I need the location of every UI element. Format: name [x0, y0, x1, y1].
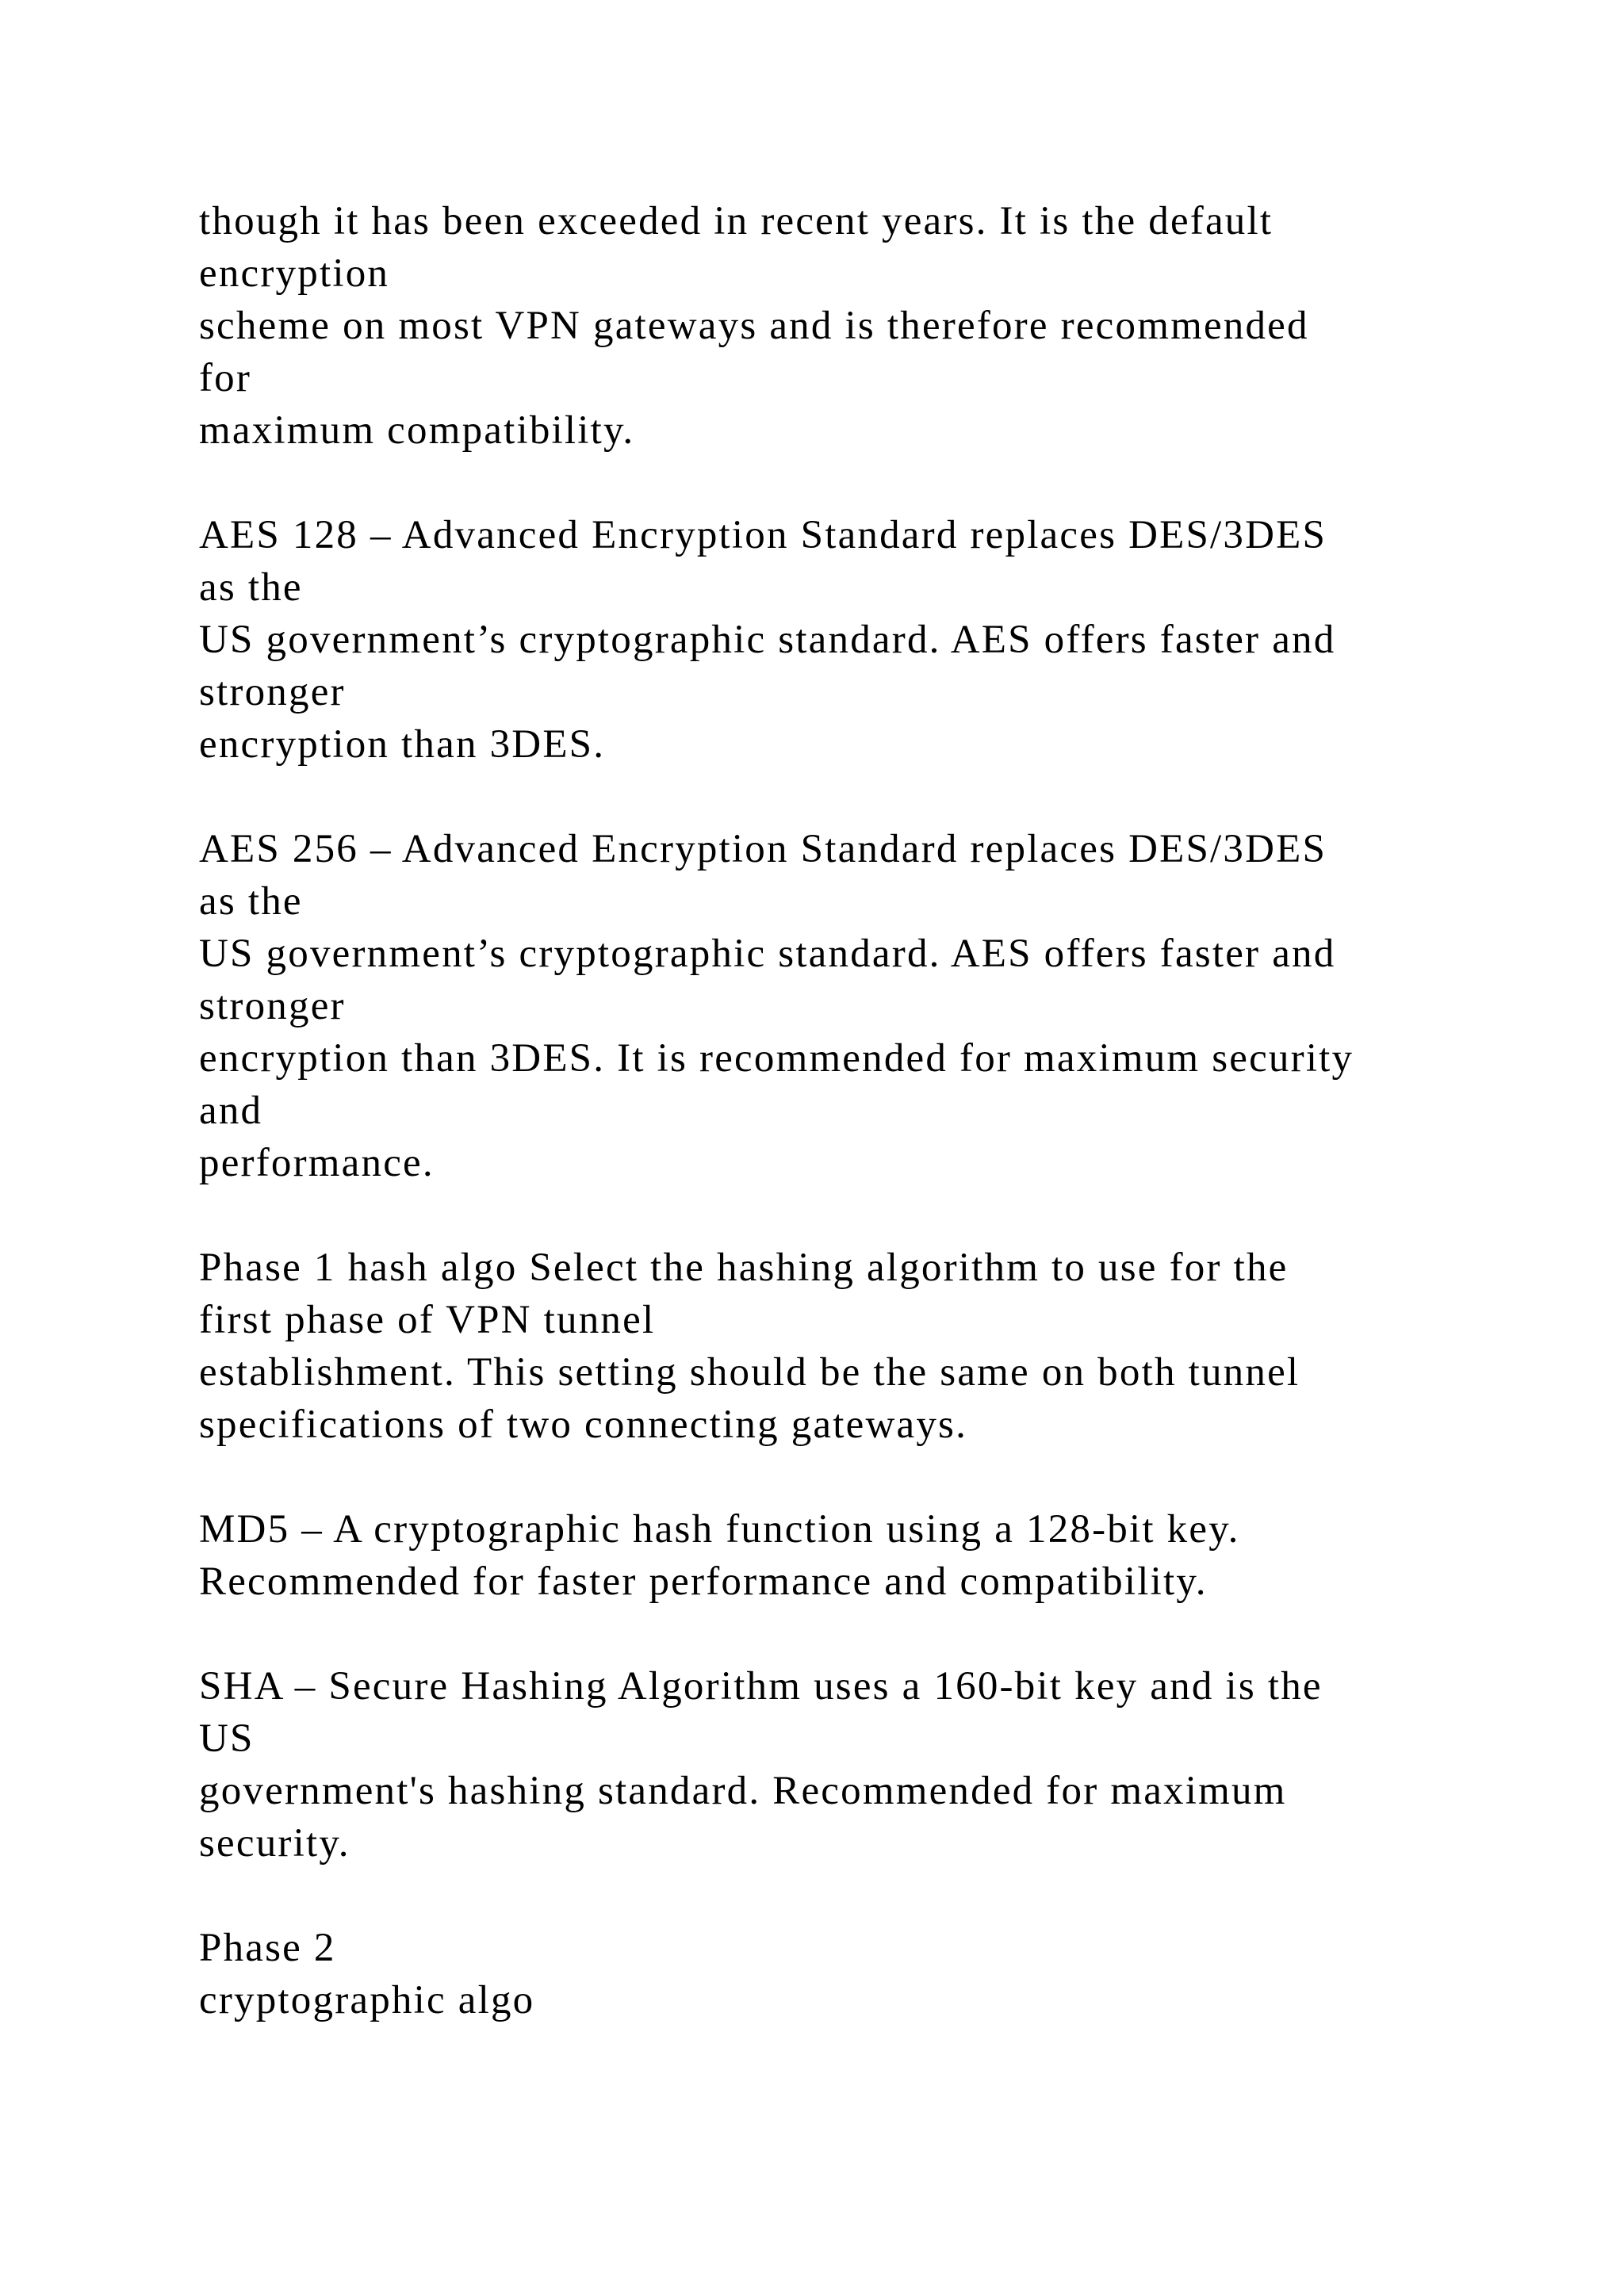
- text-line: Phase 2: [199, 1926, 336, 1970]
- text-line: establishment. This setting should be the same on both tunnel: [199, 1350, 1300, 1395]
- paragraph-spacer: [199, 1451, 1507, 1503]
- paragraph-md5: [199, 1503, 1507, 1608]
- text-line: encryption than 3DES.: [199, 722, 606, 767]
- paragraph-spacer: [199, 771, 1507, 823]
- text-line: specifications of two connecting gateways.: [199, 1402, 968, 1447]
- text-line: performance.: [199, 1141, 435, 1185]
- text-line: AES 128 – Advanced Encryption Standard replaces DES/3DES: [199, 513, 1327, 557]
- text-line: maximum compatibility.: [199, 408, 635, 453]
- text-line: MD5 – A cryptographic hash function using a 128-bit key.: [199, 1507, 1240, 1552]
- text-line: cryptographic algo: [199, 1978, 535, 2022]
- text-line: US government’s cryptographic standard. AES offers faster and: [199, 618, 1336, 662]
- text-line: though it has been exceeded in recent years. It is the default: [199, 199, 1274, 243]
- text-line: as the: [199, 879, 303, 924]
- text-line: stronger: [199, 984, 346, 1028]
- text-line: SHA – Secure Hashing Algorithm uses a 160-bit key and is the: [199, 1664, 1323, 1709]
- paragraph-aes-128: [199, 509, 1507, 771]
- text-line: security.: [199, 1821, 350, 1866]
- paragraph-spacer: [199, 1608, 1507, 1660]
- paragraph-sha: [199, 1660, 1507, 1869]
- paragraph-3des-default: [199, 195, 1507, 457]
- paragraph-aes-256: [199, 823, 1507, 1189]
- text-line: first phase of VPN tunnel: [199, 1298, 656, 1342]
- text-line: AES 256 – Advanced Encryption Standard replaces DES/3DES: [199, 827, 1327, 871]
- text-line: for: [199, 356, 252, 400]
- text-line: and: [199, 1089, 263, 1133]
- paragraph-spacer: [199, 1869, 1507, 1922]
- text-line: as the: [199, 565, 303, 610]
- text-line: government's hashing standard. Recommended for maximum: [199, 1769, 1287, 1813]
- text-line: US government’s cryptographic standard. AES offers faster and: [199, 932, 1336, 976]
- text-line: scheme on most VPN gateways and is therefore recommended: [199, 304, 1309, 348]
- paragraph-phase1-hash-algo: [199, 1242, 1507, 1451]
- paragraph-phase2-crypto-algo: [199, 1922, 1507, 2026]
- text-line: stronger: [199, 670, 346, 714]
- paragraph-spacer: [199, 457, 1507, 509]
- text-line: US: [199, 1716, 255, 1761]
- text-line: encryption: [199, 251, 390, 296]
- text-line: encryption than 3DES. It is recommended for maximum security: [199, 1036, 1354, 1081]
- document-body: [199, 195, 1507, 2026]
- paragraph-spacer: [199, 1189, 1507, 1242]
- text-line: Phase 1 hash algo Select the hashing algorithm to use for the: [199, 1246, 1289, 1290]
- text-line: Recommended for faster performance and compatibility.: [199, 1559, 1208, 1604]
